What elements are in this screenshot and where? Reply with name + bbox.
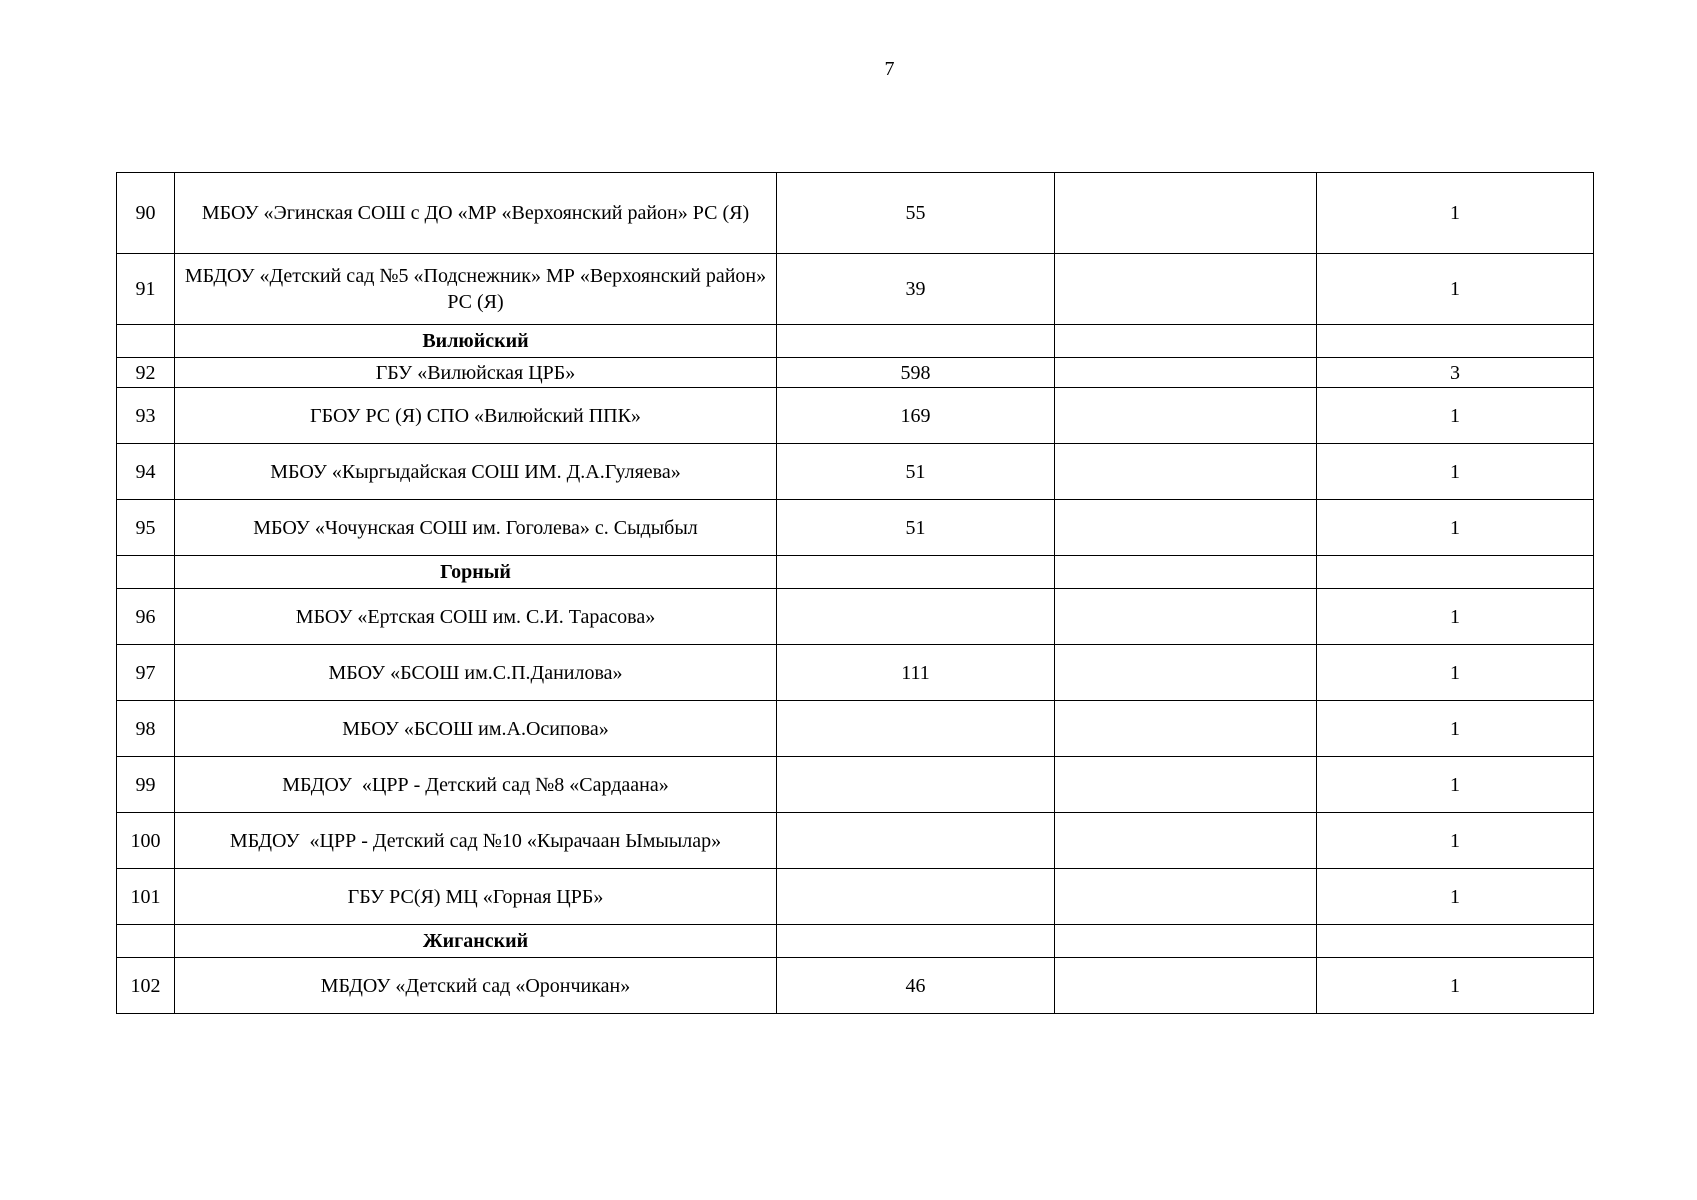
empty-cell xyxy=(1055,388,1317,444)
value-cell xyxy=(777,589,1055,645)
count-cell: 1 xyxy=(1317,173,1594,254)
count-cell: 1 xyxy=(1317,813,1594,869)
empty-cell xyxy=(117,325,175,358)
table-row xyxy=(117,254,1594,325)
row-number: 97 xyxy=(117,645,175,701)
value-cell xyxy=(777,869,1055,925)
empty-cell xyxy=(1055,589,1317,645)
value-cell xyxy=(777,701,1055,757)
row-number: 90 xyxy=(117,173,175,254)
empty-cell xyxy=(1055,813,1317,869)
table-row xyxy=(117,869,1594,925)
value-cell: 51 xyxy=(777,500,1055,556)
empty-cell xyxy=(1055,444,1317,500)
row-number: 93 xyxy=(117,388,175,444)
empty-cell xyxy=(117,925,175,958)
table-row xyxy=(117,645,1594,701)
organization-name: ГБУ «Вилюйская ЦРБ» xyxy=(175,358,777,388)
empty-cell xyxy=(1317,556,1594,589)
row-number: 94 xyxy=(117,444,175,500)
row-number: 99 xyxy=(117,757,175,813)
count-cell: 1 xyxy=(1317,444,1594,500)
table-row xyxy=(117,589,1594,645)
count-cell: 1 xyxy=(1317,701,1594,757)
table-row xyxy=(117,500,1594,556)
empty-cell xyxy=(777,556,1055,589)
value-cell: 51 xyxy=(777,444,1055,500)
value-cell: 46 xyxy=(777,958,1055,1014)
empty-cell xyxy=(1055,325,1317,358)
empty-cell xyxy=(1055,358,1317,388)
row-number: 91 xyxy=(117,254,175,325)
section-row xyxy=(117,325,1594,358)
table-row xyxy=(117,757,1594,813)
organization-name: МБОУ «Кыргыдайская СОШ ИМ. Д.А.Гуляева» xyxy=(175,444,777,500)
empty-cell xyxy=(1055,757,1317,813)
section-title: Жиганский xyxy=(175,925,777,958)
empty-cell xyxy=(1317,925,1594,958)
count-cell: 1 xyxy=(1317,757,1594,813)
table-row xyxy=(117,444,1594,500)
section-row xyxy=(117,556,1594,589)
empty-cell xyxy=(1055,701,1317,757)
organization-name: МБОУ «Чочунская СОШ им. Гоголева» с. Сыдыбыл xyxy=(175,500,777,556)
count-cell: 1 xyxy=(1317,254,1594,325)
value-cell: 55 xyxy=(777,173,1055,254)
count-cell: 1 xyxy=(1317,500,1594,556)
table-row xyxy=(117,358,1594,388)
organization-name: МБОУ «БСОШ им.А.Осипова» xyxy=(175,701,777,757)
row-number: 98 xyxy=(117,701,175,757)
row-number: 102 xyxy=(117,958,175,1014)
empty-cell xyxy=(1055,173,1317,254)
row-number: 95 xyxy=(117,500,175,556)
table-row xyxy=(117,958,1594,1014)
empty-cell xyxy=(777,325,1055,358)
section-title: Горный xyxy=(175,556,777,589)
table-row xyxy=(117,173,1594,254)
organization-name: МБДОУ «ЦРР - Детский сад №10 «Кырачаан Ымыылар» xyxy=(175,813,777,869)
count-cell: 1 xyxy=(1317,958,1594,1014)
value-cell: 598 xyxy=(777,358,1055,388)
count-cell: 1 xyxy=(1317,388,1594,444)
empty-cell xyxy=(1055,645,1317,701)
organization-name: ГБУ РС(Я) МЦ «Горная ЦРБ» xyxy=(175,869,777,925)
empty-cell xyxy=(777,925,1055,958)
organization-name: МБДОУ «ЦРР - Детский сад №8 «Сардаана» xyxy=(175,757,777,813)
empty-cell xyxy=(1055,500,1317,556)
count-cell: 3 xyxy=(1317,358,1594,388)
row-number: 92 xyxy=(117,358,175,388)
data-table xyxy=(116,172,1594,1014)
row-number: 96 xyxy=(117,589,175,645)
empty-cell xyxy=(1055,556,1317,589)
page-number: 7 xyxy=(884,58,895,80)
organization-name: МБДОУ «Детский сад «Орончикан» xyxy=(175,958,777,1014)
row-number: 101 xyxy=(117,869,175,925)
value-cell xyxy=(777,813,1055,869)
organization-name: МБДОУ «Детский сад №5 «Подснежник» МР «Верхоянский район» РС (Я) xyxy=(175,254,777,325)
section-row xyxy=(117,925,1594,958)
section-title: Вилюйский xyxy=(175,325,777,358)
organization-name: ГБОУ РС (Я) СПО «Вилюйский ППК» xyxy=(175,388,777,444)
value-cell xyxy=(777,757,1055,813)
count-cell: 1 xyxy=(1317,589,1594,645)
value-cell: 111 xyxy=(777,645,1055,701)
table-row xyxy=(117,813,1594,869)
organization-name: МБОУ «Эгинская СОШ с ДО «МР «Верхоянский район» РС (Я) xyxy=(175,173,777,254)
empty-cell xyxy=(1055,958,1317,1014)
empty-cell xyxy=(1055,869,1317,925)
organization-name: МБОУ «БСОШ им.С.П.Данилова» xyxy=(175,645,777,701)
row-number: 100 xyxy=(117,813,175,869)
table-row xyxy=(117,701,1594,757)
count-cell: 1 xyxy=(1317,869,1594,925)
empty-cell xyxy=(1055,925,1317,958)
table-row xyxy=(117,388,1594,444)
count-cell: 1 xyxy=(1317,645,1594,701)
organization-name: МБОУ «Ертская СОШ им. С.И. Тарасова» xyxy=(175,589,777,645)
empty-cell xyxy=(117,556,175,589)
value-cell: 169 xyxy=(777,388,1055,444)
empty-cell xyxy=(1317,325,1594,358)
value-cell: 39 xyxy=(777,254,1055,325)
empty-cell xyxy=(1055,254,1317,325)
